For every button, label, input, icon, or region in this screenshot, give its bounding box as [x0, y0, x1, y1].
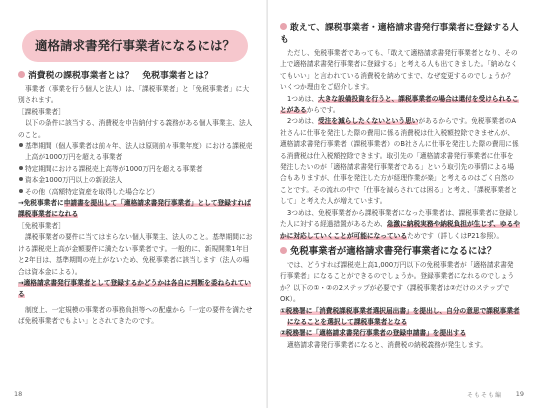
paragraph-reason-1: 1つめは、大きな設備投資を行うと、課税事業者の場合は還付を受けられることがあるからです。 [280, 94, 519, 115]
bullet-dot-icon [280, 23, 287, 30]
list-item: 基準期間（個人事業者は前々年、法人は原則前々事業年度）における課税売上高が1000万円を超える事業者 [18, 141, 254, 164]
section-heading-how-to-register: 免税事業者が適格請求書発行事業者になるには？ [280, 246, 520, 258]
paragraph-closing: 適格請求書発行事業者になると、消費税の納税義務が発生します。 [287, 340, 488, 349]
bullet-dot-icon [18, 71, 25, 78]
paragraph-reasons: ただし、免税事業者であっても、「敢えて適格請求書発行事業者となり、その上で適格請求書発行事業者に登録する」と考える人も出てきました。「納めなくてもいい」と言われている消費税を納めてまで、なぜ変更するのでしょうか？ いくつか理由をご紹介します。 [280, 49, 521, 92]
step-item: ①税務署に「消費税課税事業者選択届出書」を提出し、自分の意思で課税事業者になることを選択して課税事業者となる [280, 306, 520, 326]
section-heading-taxable-exempt: 消費税の課税事業者とは？ 免税事業者とは？ [18, 70, 254, 82]
left-column [18, 70, 254, 328]
taxable-note: →免税事業者に申請書を提出して「適格請求書発行事業者」として登録すれば課税事業者になれる [18, 199, 251, 219]
section-heading-voluntary: 敢えて、課税事業者・適格請求書発行事業者に登録する人も [280, 23, 519, 45]
page-number: 18 [14, 390, 23, 398]
exempt-label: ［免税事業者］ [18, 221, 65, 230]
step-item: ②税務署に「適格請求書発行事業者の登録申請書」を提出する [280, 329, 467, 338]
paragraph-reason-3: 3つめは、免税事業者から課税事業者になった事業者は、課税事業者に登録した人に対する経過措置があるため、急激に納税実務や納税負担が生じず、ゆるやかに対応していくことが可能になっているためです（詳しくはP21参照）。 [280, 208, 520, 240]
list-item: その他（高額特定資産を取得した場合など） [18, 187, 254, 198]
right-page [268, 0, 536, 408]
list-item: 特定期間における課税売上高等が1000万円を超える事業者 [18, 164, 254, 175]
page-number: 19 [515, 390, 524, 398]
section-label: そもそも編 [466, 392, 502, 399]
right-column [280, 22, 520, 351]
bullet-icon [19, 189, 23, 193]
list-item: 資本金1000万円以上の新設法人 [18, 175, 254, 186]
taxable-label: ［課税事業者］ [18, 107, 65, 116]
bullet-icon [19, 166, 23, 170]
paragraph-reason-2: 2つめは、受注を減らしたくないという思いがあるからです。免税事業者のA社さんに仕事を発注した際の費用に係る消費税は仕入税額控除できませんが、適格請求書発行事業者（課税事業者）のB社さんに仕事を発注した際の費用に係る消費税は仕入税額控除できます。取引先の「適格請求書発行事業者に仕事を発注したいのが「適格請求書発行事業者である」という取引先の事情による場合もありますが、仕事を発注した方が経理作業が楽」と考えるのはごく自然のことです。その流れの中で「仕事を減らされては困る」と考え、「課税事業者として」と考えた人が増えています。 [280, 117, 519, 206]
exempt-note: →適格請求書発行事業者として登録するかどうかは各自に判断を委ねられている [18, 278, 251, 299]
closing-paragraph: 制度上、一定規模の事業者の事務負担等への配慮から「一定の要件を満たせば免税事業者でもよい」とされてきたのです。 [18, 305, 253, 326]
chapter-title: 適格請求書発行事業者になるには？ [22, 30, 248, 62]
exempt-description: 課税事業者の要件に当てはまらない個人事業主、法人のこと。基準期間における課税売上高が金額要件に満たない事業者です。一般的に、新規開業1年目と2年目は、基準期間の売上がないため、免税事業者に該当します（法人の場合は資本金による）。 [18, 233, 253, 276]
taxable-description: 以下の条件に該当する、消費税を申告納付する義務がある個人事業主、法人のこと。 [18, 119, 253, 139]
bullet-icon [19, 143, 23, 147]
intro-paragraph: 事業者（事業を行う個人と法人）は、「課税事業者」と「免税事業者」に大別されます。 [18, 85, 250, 105]
bullet-dot-icon [280, 247, 287, 254]
bullet-icon [19, 177, 23, 181]
paragraph-steps-intro: では、どうすれば課税売上高1,000万円以下の免税事業者が「適格請求書発行事業者」になることができるのでしょうか。登録事業者になれるのでしょうか？以下の①・②の2ステップが必要です（課税事業者は②だけのステップでOK）。 [280, 260, 515, 304]
